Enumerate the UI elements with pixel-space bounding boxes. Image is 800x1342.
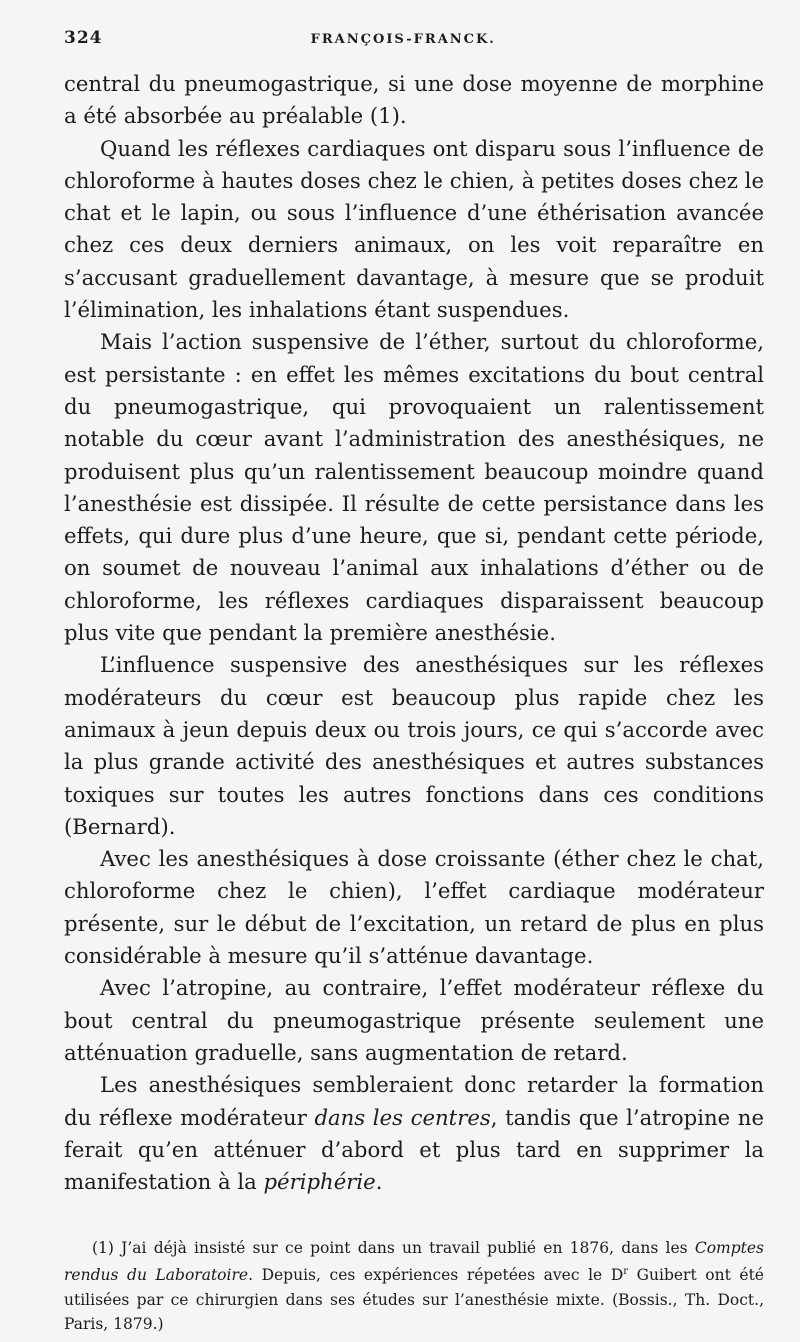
footnote-text: . Depuis, ces expériences répetées avec le D: [248, 1266, 624, 1285]
text-run: Les anesthésiques sembleraient donc retarder la formation du réflexe modérateur: [64, 1072, 764, 1130]
footnote-text: (1) J’ai déjà insisté sur ce point dans un travail publié en 1876, dans les: [92, 1239, 695, 1258]
paragraph: Avec l’atropine, au contraire, l’effet modérateur réflexe du bout central du pneumogastrique présente seulement une atténuation graduelle, sans augmentation de retard.: [64, 975, 764, 1065]
paragraph: L’influence suspensive des anesthésiques sur les réflexes modérateurs du cœur est beaucoup plus rapide chez les animaux à jeun depuis deux ou trois jours, ce qui s’accorde avec la plus grande activité des anesthésiques et autres substances toxiques sur toutes les autres fonctions dans ces conditions (Bernard).: [64, 652, 764, 839]
text-run: .: [375, 1169, 383, 1195]
body-text: [64, 68, 764, 1198]
page-number: 324: [64, 28, 103, 48]
text-run: , tandis que l’atropine ne ferait qu’en atténuer d’abord et plus tard en supprimer la manifestation à la: [64, 1104, 764, 1195]
footnote-text: Guibert ont été utilisées par ce chirurgien dans ses études sur l’anesthésie mixte. (Bossis., Th. Doct., Paris, 1879.): [64, 1266, 764, 1333]
running-head: FRANÇOIS-FRANCK.: [310, 32, 496, 47]
footnote: [64, 1236, 764, 1335]
page-header: [64, 28, 764, 64]
footnotes: [64, 1236, 764, 1335]
italic-run: périphérie: [263, 1169, 376, 1195]
italic-run: dans les centres: [314, 1104, 491, 1130]
paragraph-last: [64, 1069, 764, 1198]
paragraph: Avec les anesthésiques à dose croissante (éther chez le chat, chloroforme chez le chien), l’effet cardiaque modérateur présente, sur le début de l’excitation, un retard de plus en plus considérable à mesure qu’il s’atténue davantage.: [64, 846, 764, 969]
paragraph-continued: central du pneumogastrique, si une dose moyenne de morphine a été absorbée au préalable (1).: [64, 71, 764, 129]
footnote-italic: Comptes rendus du Laboratoire: [64, 1239, 764, 1285]
footnote-superscript: r: [623, 1266, 629, 1278]
paragraph: Quand les réflexes cardiaques ont disparu sous l’influence de chloroforme à hautes doses chez le chien, à petites doses chez le chat et le lapin, ou sous l’influence d’une éthérisation avancée chez ces deux derniers animaux, on les voit reparaître en s’accusant graduellement davantage, à mesure que se produit l’élimination, les inhalations étant suspendues.: [64, 135, 764, 323]
paragraph: Mais l’action suspensive de l’éther, surtout du chloroforme, est persistante : en effet les mêmes excitations du bout central du pneumogastrique, qui provoquaient un ralentissement notable du cœur avant l’administration des anesthésiques, ne produisent plus qu’un ralentissement beaucoup moindre quand l’anesthésie est dissipée. Il résulte de cette persistance dans les effets, qui dure plus d’une heure, que si, pendant cette période, on soumet de nouveau l’animal aux inhalations d’éther ou de chloroforme, les réflexes cardiaques disparaissent beaucoup plus vite que pendant la première anesthésie.: [64, 329, 764, 646]
